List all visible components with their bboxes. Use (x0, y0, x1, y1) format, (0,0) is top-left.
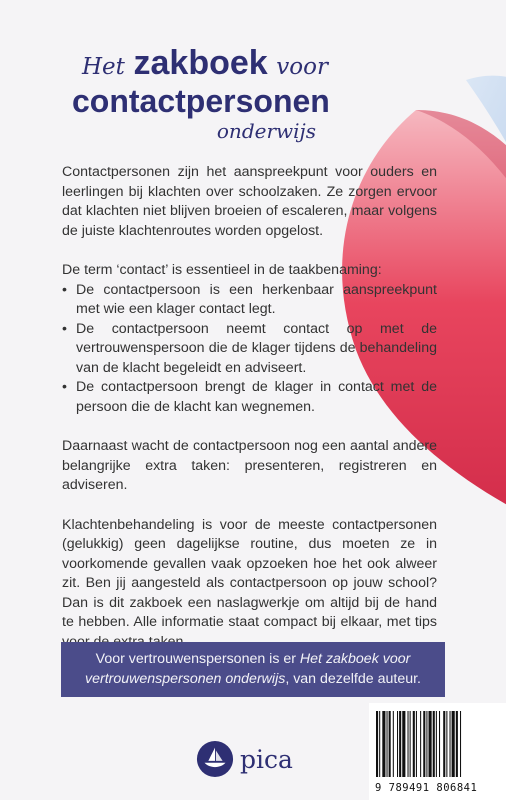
book-title (72, 44, 382, 143)
barcode-bar (389, 711, 391, 777)
title-line-1 (82, 44, 382, 83)
extra-tasks-paragraph: Daarnaast wacht de contactpersoon nog een aantal andere belangrijke extra taken: presenteren, registreren en adviseren. (62, 438, 437, 493)
barcode-bar (410, 711, 411, 777)
barcode-bar (423, 711, 425, 777)
term-intro: De term ‘contact’ is essentieel in de taakbenaming: (62, 262, 382, 278)
isbn-number: 9 789491 806841 (375, 782, 478, 794)
closing-paragraph: Klachtenbehandeling is voor de meeste contactpersonen (gelukkig) geen dagelijkse routine, dus moeten ze in voorkomende gevallen vaak opzoeken hoe het ook alweer zit. Ben jij aangesteld als contactpersoon op jouw school? Dan is dit zakboek een naslagwerkje om altijd bij de hand te hebben. Alle informatie staat compact bij elkaar, met tips (62, 516, 437, 630)
barcode-bar (420, 711, 421, 777)
barcode-bar (399, 711, 401, 777)
publisher-name: pica (240, 744, 293, 774)
barcode (369, 703, 506, 800)
publisher-logo (196, 740, 293, 778)
bullet-list (62, 281, 437, 418)
barcode-bar (402, 711, 405, 777)
related-book-banner (61, 642, 445, 697)
title-prefix: Het (82, 54, 125, 80)
title-main-word: zakboek (133, 44, 268, 82)
pica-ship-icon (196, 740, 234, 778)
title-line-3: onderwijs (216, 119, 316, 143)
barcode-bar (436, 711, 437, 777)
barcode-bar (413, 711, 415, 777)
list-item: • De contactpersoon is een herkenbaar aanspreekpunt met wie een klager contact legt. (62, 281, 437, 320)
barcode-bar (460, 711, 461, 777)
title-line-2: contactpersonen (72, 83, 330, 119)
barcode-bar (416, 711, 417, 777)
banner-suffix: , van dezelfde auteur. (285, 671, 421, 687)
banner-prefix: Voor vertrouwenspersonen is er (95, 651, 300, 667)
barcode-bar (376, 711, 378, 777)
barcode-bar (456, 711, 458, 777)
blurb (62, 163, 437, 672)
barcode-bar (433, 711, 435, 777)
barcode-bars (375, 711, 500, 777)
barcode-bar (408, 711, 409, 777)
barcode-bar (397, 711, 398, 777)
barcode-bar (443, 711, 445, 777)
barcode-bar (446, 711, 447, 777)
title-suffix: voor (276, 54, 328, 80)
barcode-bar (393, 711, 394, 777)
list-item: • De contactpersoon brengt de klager in contact met de persoon die de klacht kan wegnemen. (62, 378, 437, 417)
barcode-bar (387, 711, 388, 777)
barcode-bar (450, 711, 451, 777)
barcode-bar (382, 711, 385, 777)
intro-paragraph: Contactpersonen zijn het aanspreekpunt voor ouders en leerlingen bij klachten over schoolzaken. Ze zorgen ervoor dat klachten niet blijven broeien of escaleren, maar volgens de juiste klachtenroutes worden opgelost. (62, 164, 437, 239)
barcode-bar (379, 711, 380, 777)
barcode-bar (439, 711, 440, 777)
barcode-bar (429, 711, 432, 777)
barcode-bar (452, 711, 455, 777)
barcode-bar (426, 711, 427, 777)
banner-book-title: Het zakboek voor vertrouwenspersonen onderwijs (85, 651, 411, 687)
list-item: • De contactpersoon neemt contact op met de vertrouwenspersoon die de klager tijdens de behandeling van de klacht begeleidt en adviseert. (62, 320, 437, 379)
